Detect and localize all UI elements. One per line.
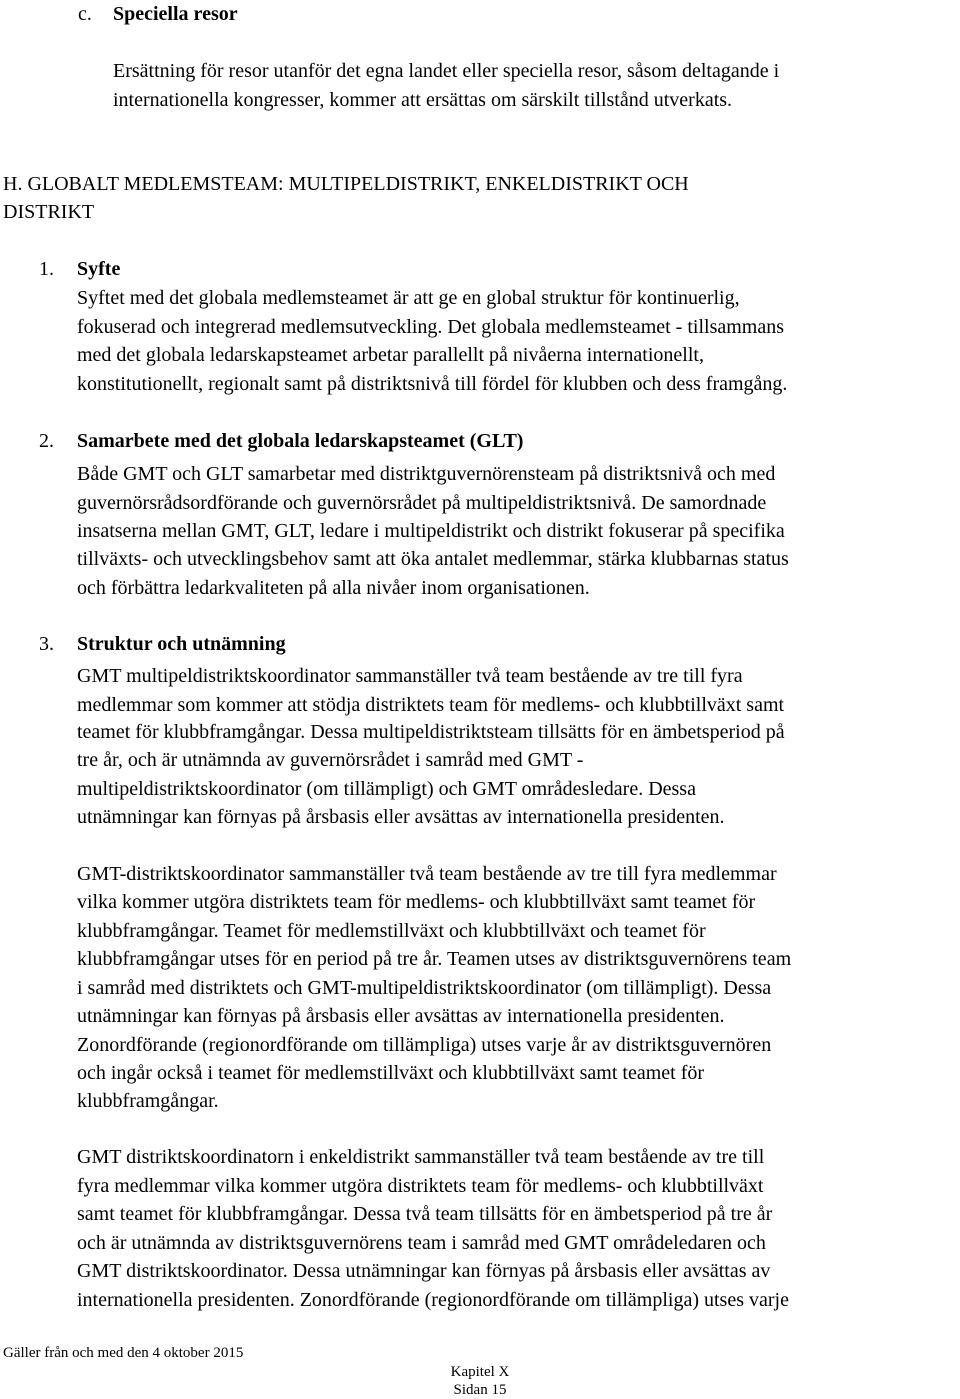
item-3-p1-line-3: teamet för klubbframgångar. Dessa multipeldistriktsteam tillsätts för en ämbetsperiod på: [77, 721, 785, 743]
item-3-p1-line-2: medlemmar som kommer att stödja distriktets team för medlems- och klubbtillväxt samt: [77, 694, 785, 716]
item-1-number: 1.: [39, 258, 54, 280]
section-h-heading-line-2: DISTRIKT: [3, 201, 95, 223]
footer-valid-from: Gäller från och med den 4 oktober 2015: [3, 1345, 244, 1361]
item-3-p2-line-2: vilka kommer utgöra distriktets team för medlems- och klubbtillväxt samt teamet för: [77, 891, 756, 913]
section-c-line-2: internationella kongresser, kommer att ersättas om särskilt tillstånd utverkats.: [113, 89, 733, 111]
item-1-line-1: Syftet med det globala medlemsteamet är att ge en global struktur för kontinuerlig,: [77, 287, 740, 309]
item-1-line-2: fokuserad och integrerad medlemsutveckling. Det globala medlemsteamet - tillsammans: [77, 316, 785, 338]
item-3-p2-line-3: klubbframgångar. Teamet för medlemstillväxt och klubbtillväxt och teamet för: [77, 920, 706, 942]
item-2-number: 2.: [39, 430, 54, 452]
item-1-title: Syfte: [77, 258, 121, 280]
item-3-p1-line-6: utnämningar kan förnyas på årsbasis eller avsättas av internationella presidenten.: [77, 806, 725, 828]
item-3-p3-line-1: GMT distriktskoordinatorn i enkeldistrikt sammanställer två team bestående av tre till: [77, 1146, 765, 1168]
item-3-p3-line-5: GMT distriktskoordinator. Dessa utnämningar kan förnyas på årsbasis eller avsättas av: [77, 1260, 771, 1282]
item-3-p2-line-8: och ingår också i teamet för medlemstillväxt och klubbtillväxt samt teamet för: [77, 1062, 705, 1084]
item-3-p2-line-4: klubbframgångar utses för en period på tre år. Teamen utses av distriktsguvernörens team: [77, 948, 792, 970]
item-3-p3-line-6: internationella presidenten. Zonordförande (regionordförande om tillämpliga) utses varje: [77, 1289, 789, 1311]
item-3-p1-line-4: tre år, och är utnämnda av guvernörsrådet i samråd med GMT -: [77, 749, 584, 771]
item-2-line-2: guvernörsrådsordförande och guvernörsrådet på multipeldistriktsnivå. De samordnade: [77, 492, 767, 514]
item-2-line-5: och förbättra ledarkvaliteten på alla nivåer inom organisationen.: [77, 577, 590, 599]
item-1-line-4: konstitutionellt, regionalt samt på distriktsnivå till fördel för klubben och dess framgång.: [77, 373, 788, 395]
item-2-line-3: insatserna mellan GMT, GLT, ledare i multipeldistrikt och distrikt fokuserar på specifika: [77, 520, 785, 542]
item-3-p2-line-1: GMT-distriktskoordinator sammanställer två team bestående av tre till fyra medlemmar: [77, 863, 777, 885]
item-3-p2-line-6: utnämningar kan förnyas på årsbasis eller avsättas av internationella presidenten.: [77, 1005, 725, 1027]
section-c-line-1: Ersättning för resor utanför det egna landet eller speciella resor, såsom deltagande i: [113, 60, 780, 82]
footer-page-number: Sidan 15: [453, 1382, 507, 1398]
item-3-p1-line-1: GMT multipeldistriktskoordinator sammanställer två team bestående av tre till fyra: [77, 665, 743, 687]
item-2-line-1: Både GMT och GLT samarbetar med distriktguvernörensteam på distriktsnivå och med: [77, 463, 776, 485]
item-3-p2-line-9: klubbframgångar.: [77, 1090, 219, 1112]
item-3-number: 3.: [39, 633, 54, 655]
item-3-p2-line-7: Zonordförande (regionordförande om tillämpliga) utses varje år av distriktsguvernören: [77, 1034, 772, 1056]
item-3-p3-line-2: fyra medlemmar vilka kommer utgöra distriktets team för medlems- och klubbtillväxt: [77, 1175, 764, 1197]
item-1-line-3: med det globala ledarskapsteamet arbetar parallellt på nivåerna internationellt,: [77, 344, 704, 366]
footer-chapter: Kapitel X: [450, 1364, 510, 1380]
item-3-p3-line-4: och är utnämnda av distriktsguvernörens team i samråd med GMT områdeledaren och: [77, 1232, 766, 1254]
section-c-marker: c.: [78, 3, 92, 25]
item-3-title: Struktur och utnämning: [77, 633, 286, 655]
item-3-p1-line-5: multipeldistriktskoordinator (om tillämpligt) och GMT områdesledare. Dessa: [77, 778, 696, 800]
item-2-title: Samarbete med det globala ledarskapsteamet (GLT): [77, 430, 524, 452]
item-3-p2-line-5: i samråd med distriktets och GMT-multipeldistriktskoordinator (om tillämpligt). Dessa: [77, 977, 772, 999]
item-3-p3-line-3: samt teamet för klubbframgångar. Dessa två team tillsätts för en ämbetsperiod på tre år: [77, 1203, 773, 1225]
section-c-title: Speciella resor: [113, 3, 238, 25]
item-2-line-4: tillväxts- och utvecklingsbehov samt att öka antalet medlemmar, stärka klubbarnas status: [77, 548, 789, 570]
section-h-heading-line-1: H. GLOBALT MEDLEMSTEAM: MULTIPELDISTRIKT, ENKELDISTRIKT OCH: [3, 173, 689, 195]
